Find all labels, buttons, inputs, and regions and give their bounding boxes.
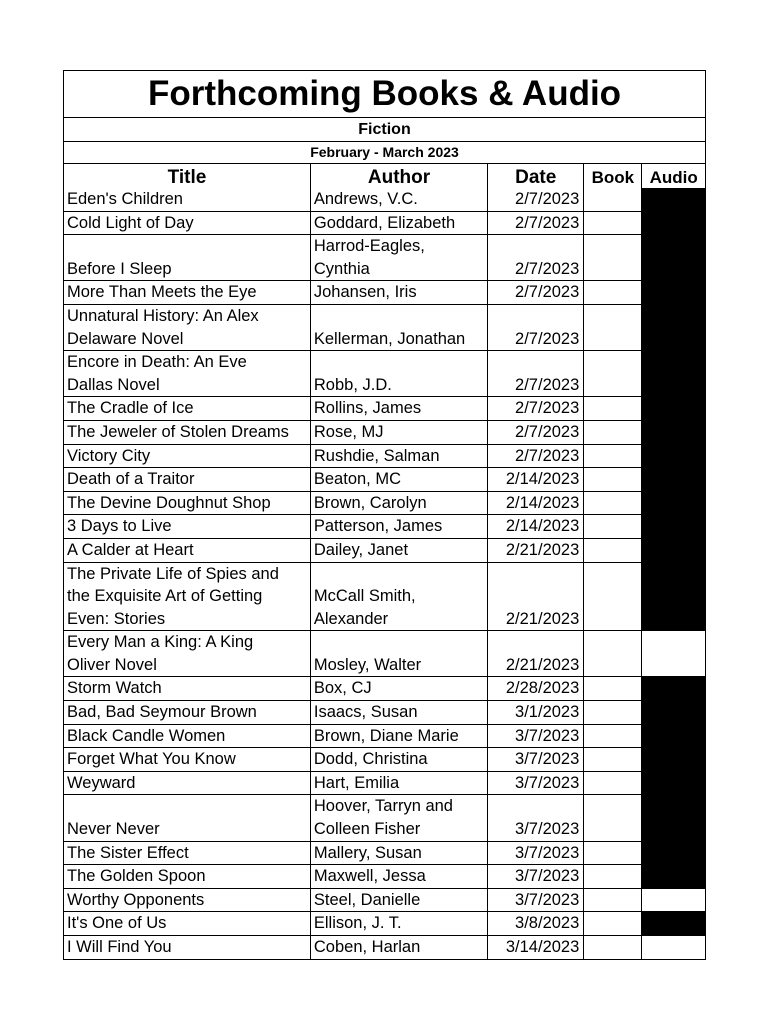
- table-row: [64, 211, 705, 235]
- cell-author: Ellison, J. T.: [310, 912, 487, 936]
- column-header-author: Author: [310, 164, 487, 188]
- cell-author: Hoover, Tarryn and Colleen Fisher: [310, 795, 487, 841]
- cell-title: The Sister Effect: [64, 841, 310, 865]
- table-header-row: [64, 164, 705, 188]
- cell-author: Rose, MJ: [310, 420, 487, 444]
- table-row: [64, 677, 705, 701]
- cell-author: Johansen, Iris: [310, 281, 487, 305]
- cell-date: 3/14/2023: [488, 936, 584, 959]
- table-row: [64, 397, 705, 421]
- cell-book: [584, 397, 642, 421]
- cell-date: 3/7/2023: [488, 771, 584, 795]
- cell-book: [584, 701, 642, 725]
- cell-author: Beaton, MC: [310, 468, 487, 492]
- cell-book: [584, 304, 642, 350]
- cell-author: Patterson, James: [310, 515, 487, 539]
- cell-author: Goddard, Elizabeth: [310, 211, 487, 235]
- cell-author: Dodd, Christina: [310, 748, 487, 772]
- cell-audio: [642, 491, 705, 515]
- cell-title: The Devine Doughnut Shop: [64, 491, 310, 515]
- cell-audio: [642, 397, 705, 421]
- cell-title: Never Never: [64, 795, 310, 841]
- cell-date: 3/1/2023: [488, 701, 584, 725]
- table-row: [64, 701, 705, 725]
- cell-title: Cold Light of Day: [64, 211, 310, 235]
- cell-author: McCall Smith, Alexander: [310, 562, 487, 631]
- column-header-date: Date: [488, 164, 584, 188]
- cell-book: [584, 491, 642, 515]
- books-table: [64, 164, 705, 959]
- cell-book: [584, 888, 642, 912]
- table-row: [64, 304, 705, 350]
- table-row: [64, 631, 705, 677]
- cell-audio: [642, 841, 705, 865]
- table-row: [64, 748, 705, 772]
- cell-author: Coben, Harlan: [310, 936, 487, 959]
- cell-date: 3/7/2023: [488, 841, 584, 865]
- cell-author: Mosley, Walter: [310, 631, 487, 677]
- column-header-title: Title: [64, 164, 310, 188]
- table-row: [64, 538, 705, 562]
- cell-title: The Jeweler of Stolen Dreams: [64, 420, 310, 444]
- cell-book: [584, 420, 642, 444]
- cell-audio: [642, 631, 705, 677]
- cell-audio: [642, 211, 705, 235]
- cell-book: [584, 281, 642, 305]
- cell-book: [584, 351, 642, 397]
- cell-date: 2/21/2023: [488, 538, 584, 562]
- table-row: [64, 235, 705, 281]
- cell-date: 2/7/2023: [488, 351, 584, 397]
- cell-book: [584, 724, 642, 748]
- cell-date: 3/7/2023: [488, 795, 584, 841]
- table-row: [64, 515, 705, 539]
- cell-date: 2/21/2023: [488, 631, 584, 677]
- cell-title: Worthy Opponents: [64, 888, 310, 912]
- table-row: [64, 281, 705, 305]
- cell-title: The Cradle of Ice: [64, 397, 310, 421]
- cell-title: Weyward: [64, 771, 310, 795]
- cell-audio: [642, 771, 705, 795]
- cell-date: 3/7/2023: [488, 888, 584, 912]
- cell-book: [584, 771, 642, 795]
- table-row: [64, 491, 705, 515]
- cell-audio: [642, 865, 705, 889]
- cell-book: [584, 795, 642, 841]
- cell-book: [584, 677, 642, 701]
- genre-label: Fiction: [64, 118, 705, 142]
- cell-date: 2/7/2023: [488, 444, 584, 468]
- cell-audio: [642, 724, 705, 748]
- cell-book: [584, 748, 642, 772]
- table-row: [64, 771, 705, 795]
- cell-audio: [642, 281, 705, 305]
- table-row: [64, 795, 705, 841]
- book-list-sheet: [63, 70, 706, 960]
- cell-book: [584, 515, 642, 539]
- cell-date: 3/7/2023: [488, 724, 584, 748]
- cell-title: Storm Watch: [64, 677, 310, 701]
- cell-audio: [642, 677, 705, 701]
- cell-book: [584, 444, 642, 468]
- cell-author: Brown, Carolyn: [310, 491, 487, 515]
- cell-audio: [642, 912, 705, 936]
- cell-author: Mallery, Susan: [310, 841, 487, 865]
- sheet-title: Forthcoming Books & Audio: [64, 71, 705, 118]
- cell-audio: [642, 888, 705, 912]
- date-range-label: February - March 2023: [64, 142, 705, 164]
- cell-audio: [642, 936, 705, 959]
- cell-book: [584, 936, 642, 959]
- table-row: [64, 865, 705, 889]
- table-row: [64, 936, 705, 959]
- cell-date: 2/14/2023: [488, 491, 584, 515]
- cell-book: [584, 865, 642, 889]
- cell-date: 3/7/2023: [488, 865, 584, 889]
- cell-audio: [642, 795, 705, 841]
- cell-author: Brown, Diane Marie: [310, 724, 487, 748]
- cell-audio: [642, 235, 705, 281]
- cell-title: Death of a Traitor: [64, 468, 310, 492]
- cell-book: [584, 841, 642, 865]
- cell-date: 3/8/2023: [488, 912, 584, 936]
- cell-audio: [642, 515, 705, 539]
- cell-date: 2/7/2023: [488, 235, 584, 281]
- cell-author: Maxwell, Jessa: [310, 865, 487, 889]
- cell-title: Eden's Children: [64, 188, 310, 211]
- cell-title: Black Candle Women: [64, 724, 310, 748]
- cell-audio: [642, 748, 705, 772]
- cell-author: Rushdie, Salman: [310, 444, 487, 468]
- cell-audio: [642, 444, 705, 468]
- cell-date: 2/7/2023: [488, 281, 584, 305]
- cell-title: More Than Meets the Eye: [64, 281, 310, 305]
- table-row: [64, 420, 705, 444]
- cell-title: Unnatural History: An Alex Delaware Novel: [64, 304, 310, 350]
- cell-audio: [642, 562, 705, 631]
- cell-book: [584, 211, 642, 235]
- cell-author: Steel, Danielle: [310, 888, 487, 912]
- cell-audio: [642, 420, 705, 444]
- table-row: [64, 841, 705, 865]
- cell-author: Dailey, Janet: [310, 538, 487, 562]
- column-header-book: Book: [584, 164, 642, 188]
- cell-book: [584, 562, 642, 631]
- cell-audio: [642, 538, 705, 562]
- cell-date: 2/7/2023: [488, 211, 584, 235]
- cell-date: 3/7/2023: [488, 748, 584, 772]
- cell-author: Box, CJ: [310, 677, 487, 701]
- cell-date: 2/7/2023: [488, 304, 584, 350]
- cell-book: [584, 631, 642, 677]
- cell-book: [584, 468, 642, 492]
- cell-date: 2/14/2023: [488, 515, 584, 539]
- cell-author: Andrews, V.C.: [310, 188, 487, 211]
- cell-author: Hart, Emilia: [310, 771, 487, 795]
- table-row: [64, 562, 705, 631]
- cell-title: Bad, Bad Seymour Brown: [64, 701, 310, 725]
- cell-author: Rollins, James: [310, 397, 487, 421]
- table-row: [64, 888, 705, 912]
- cell-title: Before I Sleep: [64, 235, 310, 281]
- cell-book: [584, 912, 642, 936]
- cell-title: Encore in Death: An Eve Dallas Novel: [64, 351, 310, 397]
- cell-date: 2/14/2023: [488, 468, 584, 492]
- cell-title: 3 Days to Live: [64, 515, 310, 539]
- cell-author: Kellerman, Jonathan: [310, 304, 487, 350]
- cell-date: 2/7/2023: [488, 420, 584, 444]
- cell-title: It's One of Us: [64, 912, 310, 936]
- cell-audio: [642, 188, 705, 211]
- cell-author: Isaacs, Susan: [310, 701, 487, 725]
- cell-author: Harrod-Eagles, Cynthia: [310, 235, 487, 281]
- table-row: [64, 912, 705, 936]
- cell-book: [584, 235, 642, 281]
- cell-audio: [642, 468, 705, 492]
- table-row: [64, 468, 705, 492]
- cell-book: [584, 188, 642, 211]
- column-header-audio: Audio: [649, 168, 698, 187]
- table-row: [64, 444, 705, 468]
- cell-date: 2/21/2023: [488, 562, 584, 631]
- cell-title: The Golden Spoon: [64, 865, 310, 889]
- cell-title: I Will Find You: [64, 936, 310, 959]
- cell-author: Robb, J.D.: [310, 351, 487, 397]
- cell-book: [584, 538, 642, 562]
- cell-date: 2/7/2023: [488, 397, 584, 421]
- cell-audio: [642, 304, 705, 350]
- cell-title: Every Man a King: A King Oliver Novel: [64, 631, 310, 677]
- cell-title: Victory City: [64, 444, 310, 468]
- table-row: [64, 724, 705, 748]
- cell-title: A Calder at Heart: [64, 538, 310, 562]
- cell-date: 2/28/2023: [488, 677, 584, 701]
- cell-audio: [642, 701, 705, 725]
- cell-audio: [642, 351, 705, 397]
- table-row: [64, 188, 705, 211]
- cell-date: 2/7/2023: [488, 188, 584, 211]
- cell-title: The Private Life of Spies and the Exquisite Art of Getting Even: Stories: [64, 562, 310, 631]
- table-row: [64, 351, 705, 397]
- cell-title: Forget What You Know: [64, 748, 310, 772]
